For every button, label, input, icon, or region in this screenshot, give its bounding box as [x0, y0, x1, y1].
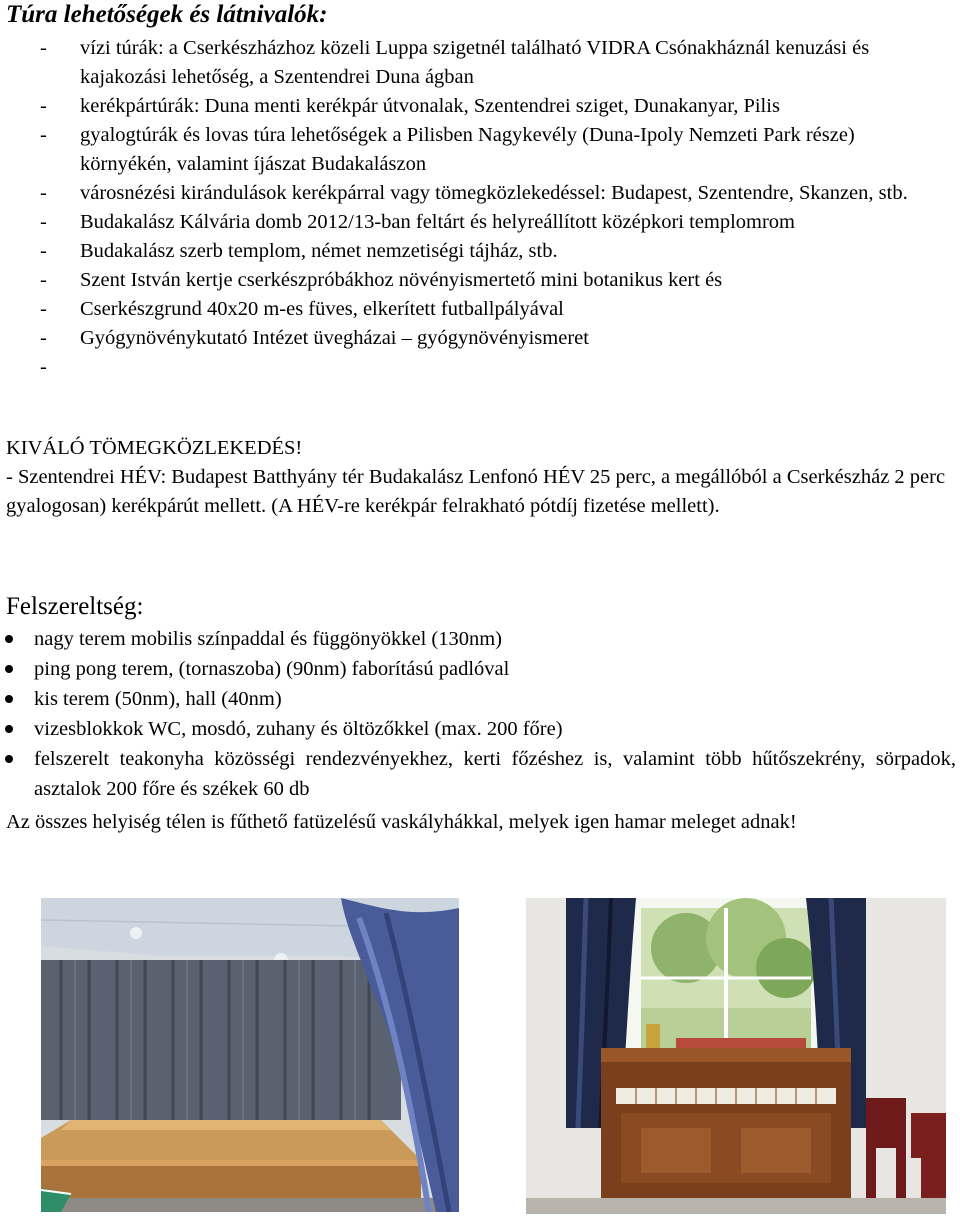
- piano-room-illustration: [526, 898, 946, 1214]
- list-item-empty: -: [40, 356, 47, 378]
- list-item: - Budakalász Kálvária domb 2012/13-ban feltárt és helyreállított középkori templomrom: [40, 211, 796, 233]
- list-item: - vízi túrák: a Cserkészházhoz közeli Luppa szigetnél található VIDRA Csónakháznál kenuzási és kajakozási lehetőség, a Szentendrei Duna ágban: [40, 37, 870, 88]
- closing-paragraph: Az összes helyiség télen is fűthető fatüzelésű vaskályhákkal, melyek igen hamar meleget adnak!: [6, 811, 797, 833]
- transport-text: - Szentendrei HÉV: Budapest Batthyány tér Budakalász Lenfonó HÉV 25 perc, a megállóból a Cserkészház 2 perc gyalogosan) kerékpárút mellett. (A HÉV-re kerékpár felrakható pótdíj fizetése mellett).: [6, 466, 946, 517]
- list-item: - Szent István kertje cserkészpróbákhoz növényismertető mini botanikus kert és: [40, 269, 723, 291]
- stage-hall-illustration: [41, 898, 459, 1212]
- stage-hall-photo: [41, 898, 459, 1212]
- list-item: - Cserkészgrund 40x20 m-es füves, elkerített futballpályával: [40, 298, 564, 320]
- list-item: - gyalogtúrák és lovas túra lehetőségek a Pilisben Nagykevély (Duna-Ipoly Nemzeti Park része) környékén, valamint íjászat Budakalászon: [40, 124, 855, 175]
- tours-heading: Túra lehetőségek és látnivalók:: [6, 1, 328, 28]
- bullet-icon: [5, 695, 13, 703]
- piano-room-photo: [526, 898, 946, 1214]
- bullet-icon: [5, 725, 13, 733]
- equipment-heading: Felszereltség:: [6, 593, 144, 620]
- transport-heading: KIVÁLÓ TÖMEGKÖZLEKEDÉS!: [6, 437, 303, 459]
- list-item: vizesblokkok WC, mosdó, zuhany és öltözőkkel (max. 200 főre): [0, 714, 960, 744]
- list-item: kis terem (50nm), hall (40nm): [0, 684, 960, 714]
- bullet-icon: [5, 665, 13, 673]
- list-item: - Budakalász szerb templom, német nemzetiségi tájház, stb.: [40, 240, 558, 262]
- list-item: felszerelt teakonyha közösségi rendezvényekhez, kerti főzéshez is, valamint több hűtőszekrény, sörpadok, asztalok 200 főre és székek 60 db: [0, 744, 960, 804]
- list-item: - városnézési kirándulások kerékpárral vagy tömegközlekedéssel: Budapest, Szentendre, Skanzen, stb.: [40, 182, 908, 204]
- bullet-icon: [5, 635, 13, 643]
- list-item: - Gyógynövénykutató Intézet üvegházai – gyógynövényismeret: [40, 327, 589, 349]
- bullet-icon: [5, 755, 13, 763]
- tours-list: [0, 34, 960, 382]
- list-item: ping pong terem, (tornaszoba) (90nm) faborítású padlóval: [0, 654, 960, 684]
- list-item: - kerékpártúrák: Duna menti kerékpár útvonalak, Szentendrei sziget, Dunakanyar, Pilis: [40, 95, 780, 117]
- equipment-list: [0, 624, 960, 804]
- list-item: nagy terem mobilis színpaddal és függönyökkel (130nm): [0, 624, 960, 654]
